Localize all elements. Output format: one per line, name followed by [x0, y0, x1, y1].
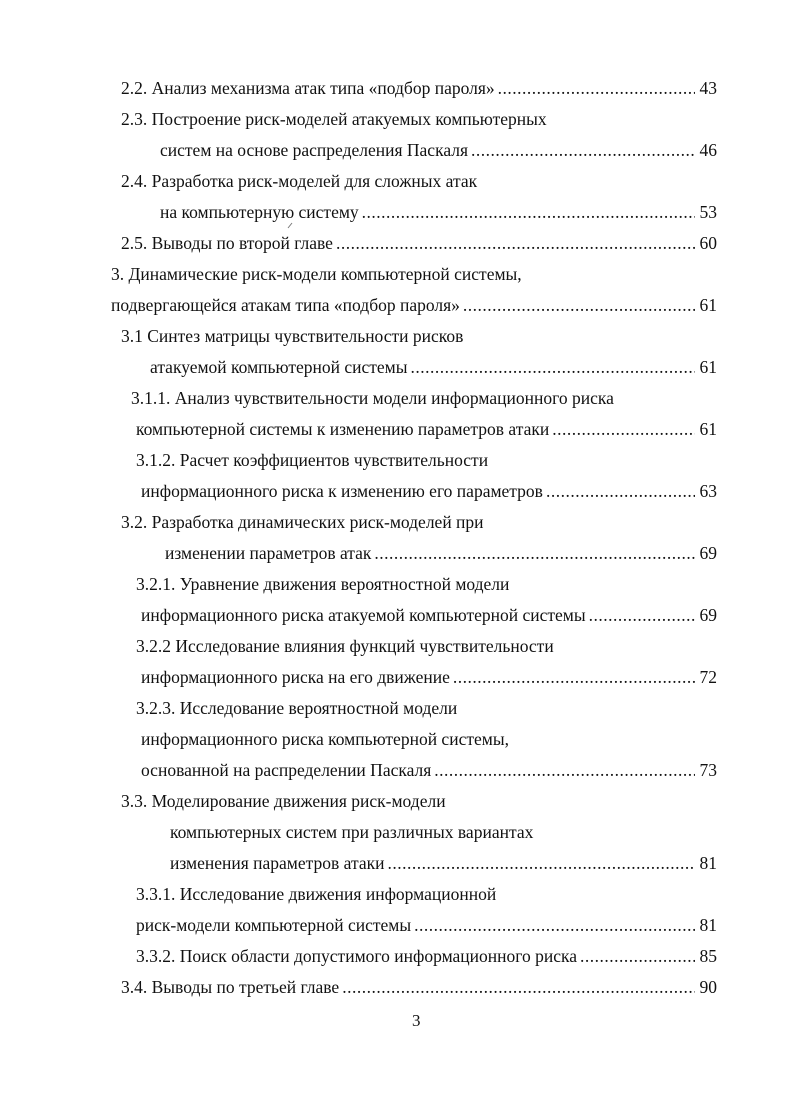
toc-entry	[136, 881, 496, 907]
toc-leader-dots	[411, 354, 695, 380]
toc-leader-dots	[552, 416, 695, 442]
toc-entry-title: 2.2. Анализ механизма атак типа «подбор пароля»	[121, 78, 495, 98]
toc-entry-page: 81	[699, 853, 717, 873]
toc-entry-page: 63	[699, 481, 717, 501]
toc-entry	[136, 633, 554, 659]
toc-entry	[111, 261, 522, 287]
toc-entry-title: компьютерной системы к изменению параметров атаки	[136, 419, 550, 439]
toc-entry	[121, 509, 484, 535]
toc-entry	[136, 571, 509, 597]
toc-entry-page: 61	[699, 357, 717, 377]
toc-leader-dots	[453, 664, 695, 690]
toc-entry-page: 69	[699, 605, 717, 625]
toc-entry-title: информационного риска к изменению его параметров	[141, 481, 543, 501]
toc-entry	[170, 819, 533, 845]
toc-entry	[150, 354, 717, 380]
toc-entry	[136, 447, 488, 473]
page-number: 3	[412, 1011, 421, 1030]
toc-entry-title: 3.2.1. Уравнение движения вероятностной модели	[136, 574, 510, 594]
toc-leader-dots	[336, 230, 695, 256]
toc-entry	[121, 230, 717, 256]
toc-leader-dots	[580, 943, 695, 969]
toc-entry-title: атакуемой компьютерной системы	[150, 357, 408, 377]
toc-entry	[165, 540, 717, 566]
toc-entry	[160, 137, 717, 163]
toc-leader-dots	[387, 850, 695, 876]
toc-entry-title: 2.4. Разработка риск-моделей для сложных атак	[121, 171, 478, 191]
toc-entry-title: 2.5. Выводы по второй главе	[121, 233, 333, 253]
toc-entry	[136, 912, 717, 938]
toc-entry	[121, 788, 446, 814]
toc-entry-page: 69	[699, 543, 717, 563]
toc-entry-title: 3.1.1. Анализ чувствительности модели информационного риска	[131, 388, 614, 408]
toc-entry	[141, 664, 717, 690]
toc-entry	[141, 726, 509, 752]
toc-entry	[121, 75, 717, 101]
toc-entry	[141, 478, 717, 504]
toc-entry-title: 3.4. Выводы по третьей главе	[121, 977, 340, 997]
toc-entry-title: основанной на распределении Паскаля	[141, 760, 432, 780]
toc-entry	[121, 168, 477, 194]
toc-entry-title: изменении параметров атак	[165, 543, 372, 563]
toc-entry-title: 3.3.1. Исследование движения информационной	[136, 884, 497, 904]
toc-entry	[136, 416, 717, 442]
toc-entry	[136, 695, 457, 721]
toc-entry-page: 46	[699, 140, 717, 160]
toc-entry	[160, 199, 717, 225]
toc-leader-dots	[589, 602, 695, 628]
pencil-tick-mark	[287, 222, 293, 229]
toc-leader-dots	[471, 137, 695, 163]
toc-entry	[136, 943, 717, 969]
toc-entry	[121, 323, 463, 349]
toc-entry-page: 53	[699, 202, 717, 222]
toc-entry-title: информационного риска на его движение	[141, 667, 450, 687]
toc-entry-title: информационного риска атакуемой компьютерной системы	[141, 605, 586, 625]
toc-entry-title: 2.3. Построение риск-моделей атакуемых компьютерных	[121, 109, 547, 129]
toc-entry-title: 3.1.2. Расчет коэффициентов чувствительности	[136, 450, 489, 470]
toc-entry-page: 81	[699, 915, 717, 935]
toc-entry-title: подвергающейся атакам типа «подбор пароля»	[111, 295, 460, 315]
toc-entry	[121, 106, 547, 132]
toc-entry	[111, 292, 717, 318]
toc-entry-title: 3.1 Синтез матрицы чувствительности рисков	[121, 326, 464, 346]
toc-entry-title: риск-модели компьютерной системы	[136, 915, 412, 935]
toc-leader-dots	[342, 974, 695, 1000]
toc-leader-dots	[498, 75, 695, 101]
toc-entry-title: 3. Динамические риск-модели компьютерной системы,	[111, 264, 522, 284]
toc-entry-title: изменения параметров атаки	[170, 853, 385, 873]
toc-entry-title: систем на основе распределения Паскаля	[160, 140, 469, 160]
toc-leader-dots	[414, 912, 695, 938]
toc-entry	[141, 602, 717, 628]
toc-entry-page: 85	[699, 946, 717, 966]
toc-entry-title: компьютерных систем при различных вариантах	[170, 822, 534, 842]
toc-entry	[141, 757, 717, 783]
toc-entry-title: 3.2.3. Исследование вероятностной модели	[136, 698, 458, 718]
toc-entry-title: на компьютерную систему	[160, 202, 359, 222]
toc-leader-dots	[434, 757, 695, 783]
toc-leader-dots	[374, 540, 695, 566]
toc-entry-page: 43	[699, 78, 717, 98]
toc-entry	[121, 974, 717, 1000]
toc-entry-title: 3.3. Моделирование движения риск-модели	[121, 791, 446, 811]
toc-leader-dots	[463, 292, 695, 318]
toc-entry-page: 72	[699, 667, 717, 687]
toc-entry-title: информационного риска компьютерной системы,	[141, 729, 509, 749]
toc-entry-page: 73	[699, 760, 717, 780]
toc-entry-page: 90	[699, 977, 717, 997]
toc-entry-title: 3.2.2 Исследование влияния функций чувствительности	[136, 636, 554, 656]
toc-entry-page: 61	[699, 419, 717, 439]
toc-entry-page: 60	[699, 233, 717, 253]
toc-leader-dots	[362, 199, 695, 225]
toc-entry-page: 61	[699, 295, 717, 315]
toc-entry-title: 3.2. Разработка динамических риск-моделей при	[121, 512, 484, 532]
toc-entry-title: 3.3.2. Поиск области допустимого информационного риска	[136, 946, 578, 966]
toc-leader-dots	[546, 478, 695, 504]
toc-entry	[131, 385, 614, 411]
toc-entry	[170, 850, 717, 876]
